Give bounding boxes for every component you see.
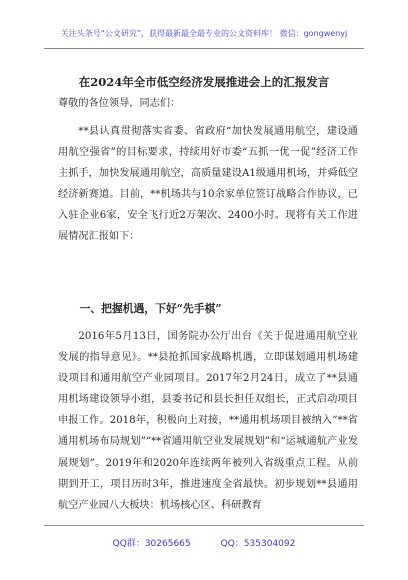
footer-divider [44,525,364,526]
header-divider [44,48,364,49]
paragraph-2: 2016年5月13日，国务院办公厅出台《关于促进通用航空业发展的指导意见》。**县抢抓国家战略机遇，立即谋划通用机场建设项目和通用航空产业园项目。2017年2月24日，成立了**县通用机场建设领导小组，县委书记和县长担任双组长，正式启动项目申报工作。2018年，积极向上对接，**通用机场项目被纳入“**省通用机场布局规划”“**省通用航空业发展规划”和“运城通航产业发展规划”。2019年和2020年连续两年被列入省级重点工程。从前期到开工，项目历时3年，推进速度全省最快。初步规划**县通用航空产业园八大板块：机场核心区、科研教育 [58,331,358,511]
greeting: 尊敬的各位领导，同志们： [58,98,181,109]
document-title: 在2024年全市低空经济发展推进会上的汇报发言 [78,75,330,89]
footer-qq-group: QQ群：30265665 [112,539,191,549]
section-heading-1: 一、把握机遇，下好“先手棋” [79,302,222,315]
footer [0,536,408,549]
header-note: 关注头条号“公文研究”，获得最新最全最专业的公文资料库！ 微信：gongwenyj [60,29,348,38]
footer-qq-contact: QQ：535304092 [220,539,296,549]
paragraph-1: **县认真贯彻落实省委、省政府“加快发展通用航空，建设通用航空强省”的目标要求，持续用好市委“五抓一优一促”经济工作主抓手，加快发展通用航空，高质量建设A1级通用机场，并舜低空经济新赛道。目前，**机场共与10余家单位签订战略合作协议，已入驻企业6家，安全飞行近2万架次、2400小时。现将有关工作进展情况汇报如下： [58,126,358,243]
